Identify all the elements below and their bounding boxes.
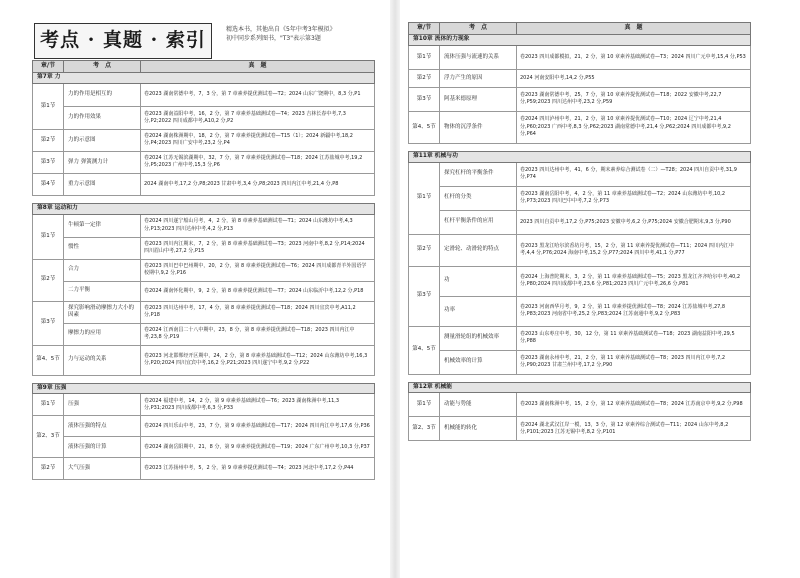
- kp-cell: 动能与势能: [440, 393, 517, 417]
- section-cell: 第3节: [409, 87, 440, 111]
- section-cell: 第1节: [33, 214, 64, 259]
- table-row: [33, 281, 375, 301]
- zt-cell: 卷2023 湖南永州中考，21，2 分，第 11 章素养基础测试卷—T8；2023 四川内江中考,7,2 分,P90;2023 甘肃兰州中考,17,2 分,P90: [517, 350, 751, 374]
- zt-cell: 卷2023 湖南株洲中考，15，2 分，第 12 章素养基础测试卷—T8；2024 江苏南京中考,9,2 分,P98: [517, 393, 751, 417]
- section-cell: 第2节: [409, 234, 440, 266]
- zt-cell: 卷2023 湖南益阳中考，16，2 分，第 7 章素养基础测试卷—T4；2023 吉林长春中考,7,3 分,P2;2022 四川成都中考,A10,2 分,P2: [141, 106, 375, 129]
- book-spine: [390, 0, 400, 578]
- section-cell: 第3节: [33, 151, 64, 173]
- section-cell: 第2节: [33, 259, 64, 301]
- col-zt-header: 真 题: [141, 61, 375, 73]
- index-table-left: [32, 60, 375, 480]
- kp-cell: 机械能的转化: [440, 417, 517, 441]
- chapter-row: [409, 35, 751, 46]
- zt-cell: 卷2024 湖南怀化期中，9，2 分，第 8 章素养提优测试卷—T7；2024 山东临沂中考,12,2 分,P18: [141, 281, 375, 301]
- zt-cell: 卷2024 江苏无锡滨湖期中，32，7 分，第 7 章素养提优测试卷—T18；2024 江苏盐城中考,19,2 分,P5;2023 广州中考,15,3 分,P6: [141, 151, 375, 173]
- zt-cell: 卷2024 四川乐山中考，23，7 分，第 9 章素养基础测试卷—T17；2024 四川内江中考,17,6 分,P36: [141, 416, 375, 437]
- zt-cell: 卷2023 河北邯郸经开区期中，24，2 分，第 8 章素养基础测试卷—T12；2024 山东潍坊中考,16,3 分,P20;2024 四川宜宾中考,16,2 分,P21;2023 四川遂宁中考,9,2 分,P22: [141, 345, 375, 375]
- table-row: [409, 69, 751, 87]
- table-row: [33, 237, 375, 259]
- table-row: [33, 151, 375, 173]
- table-row: [33, 259, 375, 281]
- kp-cell: 阿基米德原理: [440, 87, 517, 111]
- kp-cell: 测量滑轮组的机械效率: [440, 326, 517, 350]
- index-banner: [34, 23, 212, 59]
- table-row: [33, 106, 375, 129]
- table-row: [409, 162, 751, 186]
- zt-cell: 卷2024 上海普陀期末，3，2 分，第 11 章素养基础测试卷—T5；2023 黑龙江齐齐哈尔中考,40,2 分,P80;2024 四川成都中考,23,6 分,P81;2023 四川广元中考,26,6 分,P81: [517, 266, 751, 296]
- chapter-title: 第10章 流体的力现象: [409, 35, 751, 46]
- kp-cell: 定滑轮、动滑轮的特点: [440, 234, 517, 266]
- table-row: [409, 210, 751, 234]
- chapter-row: [33, 73, 375, 84]
- zt-cell: 卷2023 山东枣庄中考，30，12 分，第 11 章素养基础测试卷—T18；2023 湖南益阳中考,29,5 分,P88: [517, 326, 751, 350]
- table-row: [409, 350, 751, 374]
- chapter-title: 第9章 压强: [33, 383, 375, 394]
- kp-cell: 液体压强的特点: [64, 416, 141, 437]
- intro-line: 初中同步系列图书，"T3"表示第3题: [226, 34, 321, 42]
- chapter-row: [33, 203, 375, 214]
- kp-cell: 探究影响滑动摩擦力大小的因素: [64, 301, 141, 323]
- chapter-title: 第12章 机械能: [409, 382, 751, 393]
- kp-cell: 大气压强: [64, 458, 141, 480]
- table-row: [409, 234, 751, 266]
- zt-cell: 卷2024 湖南岳阳期中，21，8 分，第 9 章素养提优测试卷—T19；2024 广东广州中考,10,3 分,P37: [141, 437, 375, 458]
- right-page: [400, 0, 790, 578]
- kp-cell: 弹力 弹簧测力计: [64, 151, 141, 173]
- col-kp-header: 考 点: [440, 23, 517, 35]
- kp-cell: 摩擦力的应用: [64, 323, 141, 345]
- chapter-title: 第8章 运动和力: [33, 203, 375, 214]
- table-row: [409, 266, 751, 296]
- section-cell: 第4、5节: [409, 111, 440, 143]
- table-row: [409, 186, 751, 210]
- zt-cell: 卷2023 四川达州中考，17，4 分，第 8 章素养提优测试卷—T18；2024 四川宜宾中考,A11,2 分,P18: [141, 301, 375, 323]
- kp-cell: 物体的沉浮条件: [440, 111, 517, 143]
- kp-cell: 力的作用是相互的: [64, 83, 141, 106]
- table-row: [33, 83, 375, 106]
- zt-cell: 2024 湖南中考,17,2 分,P8;2023 甘肃中考,3,4 分,P8;2023 四川内江中考,21,4 分,P8: [141, 173, 375, 195]
- zt-cell: 卷2024 江西南昌二十八中期中，23，8 分，第 8 章素养提优测试卷—T18；2023 四川内江中考,23,8 分,P19: [141, 323, 375, 345]
- kp-cell: 力与运动的关系: [64, 345, 141, 375]
- zt-cell: 卷2023 四川达州中考，41，6 分，期末素养综合测试卷（二）—T28；2024 四川自贡中考,31,9 分,P74: [517, 162, 751, 186]
- intro-line: 精选本书，其他出自《5年中考3年模拟》: [226, 26, 336, 33]
- zt-cell: 卷2023 湖南岳阳中考，4，2 分，第 11 章素养基础测试卷—T2；2024 山东潍坊中考,10,2 分,P73;2023 四川巴中中考,7,2 分,P73: [517, 186, 751, 210]
- zt-cell: 卷2024 福建中考，14，2 分，第 9 章素养基础测试卷—T6；2023 湖南株洲中考,11,3 分,P31;2023 四川成都中考,6,3 分,P33: [141, 394, 375, 416]
- col-section-header: 章/节: [409, 23, 440, 35]
- table-row: [33, 416, 375, 437]
- table-row: [409, 111, 751, 143]
- kp-cell: 功: [440, 266, 517, 296]
- kp-cell: 杠杆的分类: [440, 186, 517, 210]
- zt-cell: 卷2023 河南西华月考，9，2 分，第 11 章素养提优测试卷—T8；2024 江苏盐城中考,27,8 分,P83;2023 河南省中考,25,2 分,P83;2024 江苏南通中考,9,2 分,P83: [517, 296, 751, 326]
- kp-cell: 二力平衡: [64, 281, 141, 301]
- table-row: [409, 45, 751, 69]
- kp-cell: 液体压强的计算: [64, 437, 141, 458]
- table-row: [409, 393, 751, 417]
- chapter-row: [409, 151, 751, 162]
- table-row: [33, 214, 375, 237]
- table-row: [33, 129, 375, 151]
- zt-cell: 2023 四川自贡中考,17,2 分,P75;2023 安徽中考,6,2 分,P75;2024 安徽合肥期末,9,3 分,P90: [517, 210, 751, 234]
- chapter-row: [409, 382, 751, 393]
- zt-cell: 卷2024 湖南株洲期中，18，2 分，第 7 章素养提优测试卷—T15（1）；2024 新疆中考,18,2 分,P4;2023 四川广安中考,23,2 分,P4: [141, 129, 375, 151]
- table-row: [33, 458, 375, 480]
- section-cell: 第1节: [409, 162, 440, 234]
- section-cell: 第2节: [409, 69, 440, 87]
- table-row: [409, 296, 751, 326]
- section-cell: 第2、3节: [33, 416, 64, 458]
- kp-cell: 力的作用效果: [64, 106, 141, 129]
- kp-cell: 合力: [64, 259, 141, 281]
- intro-note: [226, 26, 386, 43]
- table-row: [409, 326, 751, 350]
- table-row: [33, 345, 375, 375]
- col-section-header: 章/节: [33, 61, 64, 73]
- kp-cell: 浮力产生的原因: [440, 69, 517, 87]
- index-table-right: [408, 22, 751, 441]
- table-row: [33, 173, 375, 195]
- section-cell: 第1节: [409, 45, 440, 69]
- chapter-title: 第7章 力: [33, 73, 375, 84]
- section-cell: 第4、5节: [409, 326, 440, 374]
- zt-cell: 卷2023 四川巴中巴州期中，20，2 分，第 8 章素养提优测试卷—T6；2024 四川成都青羊外国语学校期中,9,2 分,P16: [141, 259, 375, 281]
- kp-cell: 牛顿第一定律: [64, 214, 141, 237]
- section-cell: 第1节: [409, 393, 440, 417]
- zt-cell: 卷2023 湖南常德中考，25，7 分，第 10 章素养提优测试卷—T18；2022 安徽中考,22,7 分,P59;2023 四川达州中考,23,2 分,P59: [517, 87, 751, 111]
- zt-cell: 2024 河南安阳中考,14,2 分,P55: [517, 69, 751, 87]
- section-cell: 第1节: [33, 83, 64, 129]
- section-cell: 第3节: [409, 266, 440, 326]
- zt-cell: 卷2023 黑龙江哈尔滨香坊月考，15，2 分，第 11 章素养提优测试卷—T11；2024 四川内江中考,4,4 分,P76;2024 海南中考,15,2 分,P77;2024 四川中考,41,1 分,P77: [517, 234, 751, 266]
- table-row: [33, 301, 375, 323]
- section-cell: 第2节: [33, 129, 64, 151]
- zt-cell: 卷2023 四川内江期末，7，2 分，第 8 章素养基础测试卷—T3；2023 河南中考,8,2 分,P14;2024 四川眉山中考,27,2 分,P15: [141, 237, 375, 259]
- col-zt-header: 真 题: [517, 23, 751, 35]
- section-cell: 第2、3节: [409, 417, 440, 441]
- table-row: [409, 87, 751, 111]
- kp-cell: 机械效率的计算: [440, 350, 517, 374]
- table-row: [33, 437, 375, 458]
- page-title: 考点 · 真题 · 索引: [40, 29, 206, 52]
- kp-cell: 探究杠杆的平衡条件: [440, 162, 517, 186]
- table-row: [33, 323, 375, 345]
- section-cell: 第1节: [33, 394, 64, 416]
- kp-cell: 压强: [64, 394, 141, 416]
- kp-cell: 功率: [440, 296, 517, 326]
- section-cell: 第4、5节: [33, 345, 64, 375]
- zt-cell: 卷2023 湖南常德中考，7，3 分，第 7 章素养提优测试卷—T2；2024 山东广饶期中，8,3 分,P1: [141, 83, 375, 106]
- zt-cell: 卷2023 江苏扬州中考，5，2 分，第 9 章素养提优测试卷—T4；2023 河北中考,17,2 分,P44: [141, 458, 375, 480]
- section-cell: 第2节: [33, 458, 64, 480]
- kp-cell: 杠杆平衡条件的应用: [440, 210, 517, 234]
- chapter-row: [33, 383, 375, 394]
- chapter-title: 第11章 机械与功: [409, 151, 751, 162]
- col-kp-header: 考 点: [64, 61, 141, 73]
- zt-cell: 卷2024 湖北武汉江岸一模，13，3 分，第 12 章素养综合测试卷—T11；2024 山东中考,8,2 分,P101;2023 江苏无锡中考,8,2 分,P101: [517, 417, 751, 441]
- left-page: [0, 0, 390, 578]
- kp-cell: 重力示意图: [64, 173, 141, 195]
- kp-cell: 流体压强与流速的关系: [440, 45, 517, 69]
- section-cell: 第3节: [33, 301, 64, 345]
- zt-cell: 卷2024 四川泸州中考，21，2 分，第 10 章素养提优测试卷—T10；2024 辽宁中考,21,4 分,P60;2023 广西中考,8,3 分,P62;2023 湖南常德中考,21,4 分,P62;2024 四川成都中考,9,2 分,P64: [517, 111, 751, 143]
- table-header: [33, 61, 375, 73]
- kp-cell: 惯性: [64, 237, 141, 259]
- section-cell: 第4节: [33, 173, 64, 195]
- kp-cell: 力的示意图: [64, 129, 141, 151]
- table-header: [409, 23, 751, 35]
- table-row: [33, 394, 375, 416]
- table-row: [409, 417, 751, 441]
- zt-cell: 卷2023 四川成都模拟，21，2 分，第 10 章素养基础测试卷—T3；2024 四川广元中考,15,4 分,P53: [517, 45, 751, 69]
- zt-cell: 卷2024 四川遂宁船山月考，4，2 分，第 8 章素养基础测试卷—T1；2024 山东潍坊中考,4,3 分,P13;2023 四川达州中考,4,2 分,P13: [141, 214, 375, 237]
